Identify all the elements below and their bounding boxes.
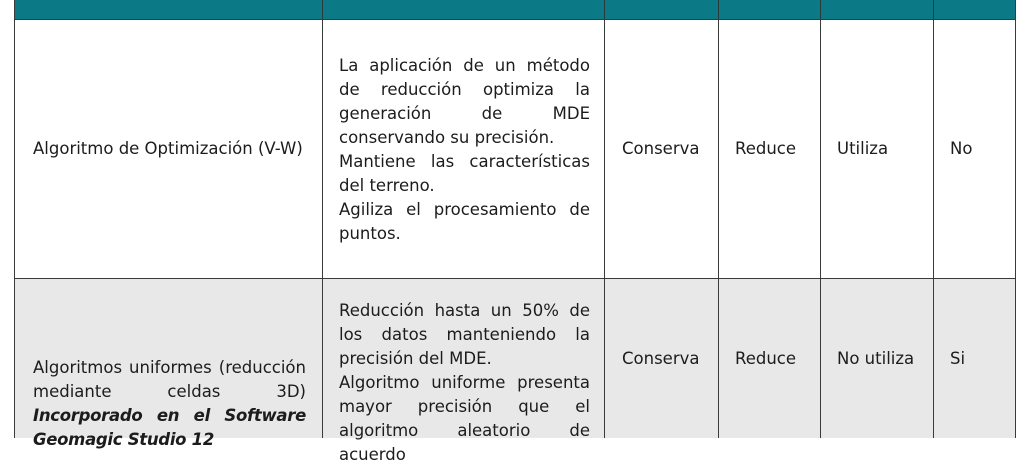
software-cell: [934, 279, 1015, 438]
precision-value: Conserva: [622, 139, 700, 158]
header-cell: [323, 0, 605, 19]
reduction-value: Reduce: [735, 139, 797, 158]
description-paragraph: Mantiene las características del terreno.: [339, 152, 590, 195]
description-paragraph: Reducción hasta un 50% de los datos manteniendo la precisión del MDE.: [339, 301, 590, 368]
reduction-value: Reduce: [735, 348, 797, 368]
method-name-emphasis: Incorporado en el Software Geomagic Studio 12: [33, 406, 306, 449]
usage-value: Utiliza: [837, 139, 889, 158]
description-paragraph: Agiliza el procesamiento de puntos.: [339, 200, 590, 243]
description-paragraph: Algoritmo uniforme presenta mayor precisión que el algoritmo aleatorio de acuerdo: [339, 373, 590, 464]
precision-cell: [605, 20, 719, 278]
reduction-cell: [719, 20, 821, 278]
table-header-row: [15, 0, 1015, 20]
usage-value: No utiliza: [837, 348, 915, 368]
comparison-table: [14, 0, 1016, 464]
header-cell: [934, 0, 1015, 19]
precision-value: Conserva: [622, 348, 700, 368]
usage-cell: [821, 279, 934, 438]
usage-cell: [821, 20, 934, 278]
table-row: [15, 279, 1015, 464]
header-cell: [15, 0, 323, 19]
description: [323, 279, 604, 467]
software-cell: [934, 20, 1015, 278]
header-cell: [821, 0, 934, 19]
description-paragraph: La aplicación de un método de reducción optimiza la generación de MDE conservando su precisión.: [339, 56, 590, 147]
header-cell: [605, 0, 719, 19]
table-row: [15, 20, 1015, 279]
header-cell: [719, 0, 821, 19]
description-cell: [323, 279, 605, 464]
method-name: [15, 279, 322, 452]
description: [323, 20, 604, 246]
method-name: Algoritmo de Optimización (V-W): [33, 139, 303, 158]
software-value: No: [950, 139, 973, 158]
reduction-cell: [719, 279, 821, 438]
method-name-text: Algoritmos uniformes (reducción mediante celdas 3D): [33, 358, 306, 401]
software-value: Si: [950, 348, 966, 368]
method-name-cell: [15, 279, 323, 449]
method-name-cell: [15, 20, 323, 278]
precision-cell: [605, 279, 719, 438]
description-cell: [323, 20, 605, 278]
